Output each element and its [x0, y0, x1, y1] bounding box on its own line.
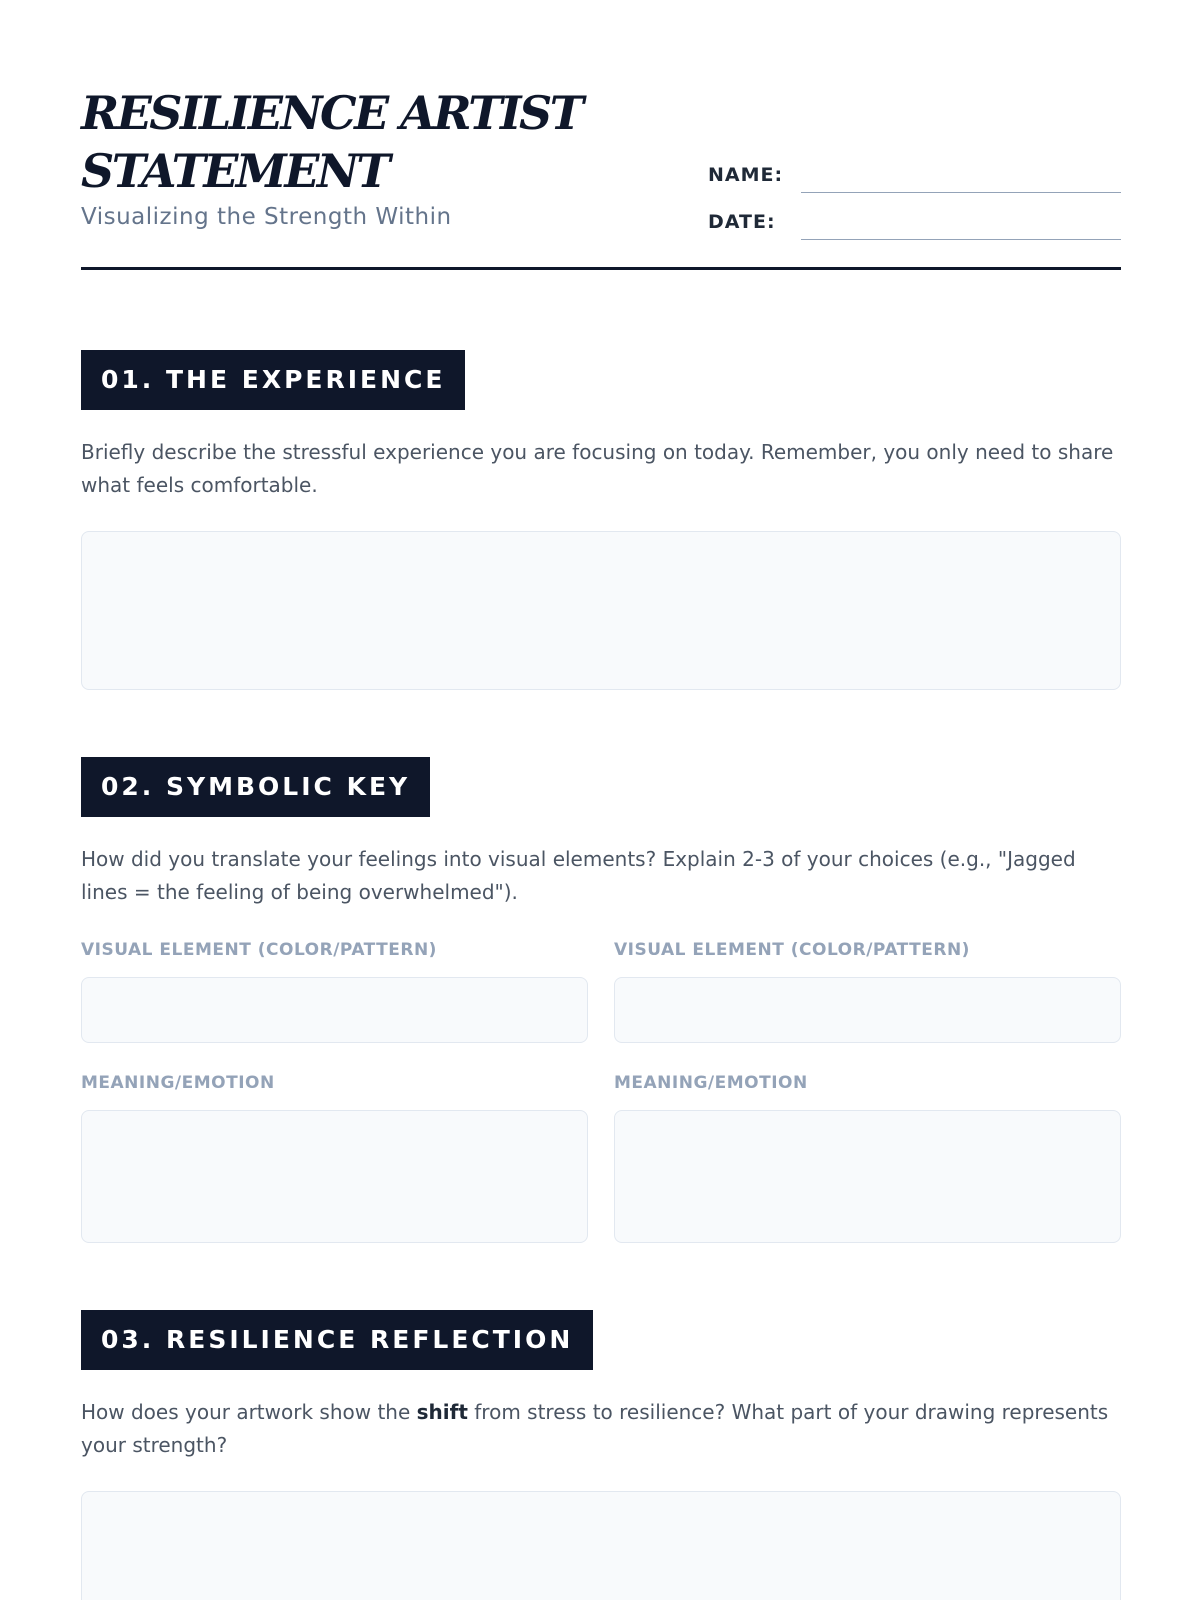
header-divider: [81, 267, 1121, 270]
visual-element-input-1[interactable]: [81, 977, 588, 1043]
experience-textbox[interactable]: [81, 531, 1121, 690]
meaning-input-1[interactable]: [81, 1110, 588, 1243]
prompt-text-end: from stress to resilience? What part of your drawing represents your strength?: [81, 1400, 1109, 1457]
visual-element-input-2[interactable]: [614, 977, 1121, 1043]
reflection-textbox[interactable]: [81, 1491, 1121, 1600]
section-3-heading: 03. RESILIENCE REFLECTION: [81, 1310, 593, 1370]
section-2-prompt: How did you translate your feelings into visual elements? Explain 2-3 of your choices (e.g., "Jagged lines = the feeling of being overwhelmed").: [81, 847, 1076, 904]
date-row: [708, 211, 1121, 241]
section-1-heading: 01. THE EXPERIENCE: [81, 350, 465, 410]
visual-element-label-2: VISUAL ELEMENT (COLOR/PATTERN): [614, 940, 970, 960]
name-field[interactable]: [801, 192, 1121, 193]
visual-element-label-1: VISUAL ELEMENT (COLOR/PATTERN): [81, 940, 437, 960]
date-label: DATE:: [708, 211, 776, 233]
worksheet-page: [81, 0, 1121, 1600]
meaning-label-1: MEANING/EMOTION: [81, 1073, 275, 1093]
page-subtitle: Visualizing the Strength Within: [81, 204, 452, 230]
date-field[interactable]: [801, 239, 1121, 240]
meaning-input-2[interactable]: [614, 1110, 1121, 1243]
section-2-heading: 02. SYMBOLIC KEY: [81, 757, 430, 817]
prompt-text-start: How does your artwork show the: [81, 1400, 417, 1424]
name-row: [708, 164, 1121, 194]
prompt-emphasis: shift: [416, 1400, 468, 1424]
worksheet-header: [81, 80, 1121, 270]
meaning-label-2: MEANING/EMOTION: [614, 1073, 808, 1093]
section-3-prompt: [81, 1396, 1121, 1462]
page-title: RESILIENCE ARTIST STATEMENT: [81, 86, 582, 198]
name-label: NAME:: [708, 164, 784, 186]
section-1-prompt: Briefly describe the stressful experience you are focusing on today. Remember, you only need to share what feels comfortable.: [81, 440, 1114, 497]
